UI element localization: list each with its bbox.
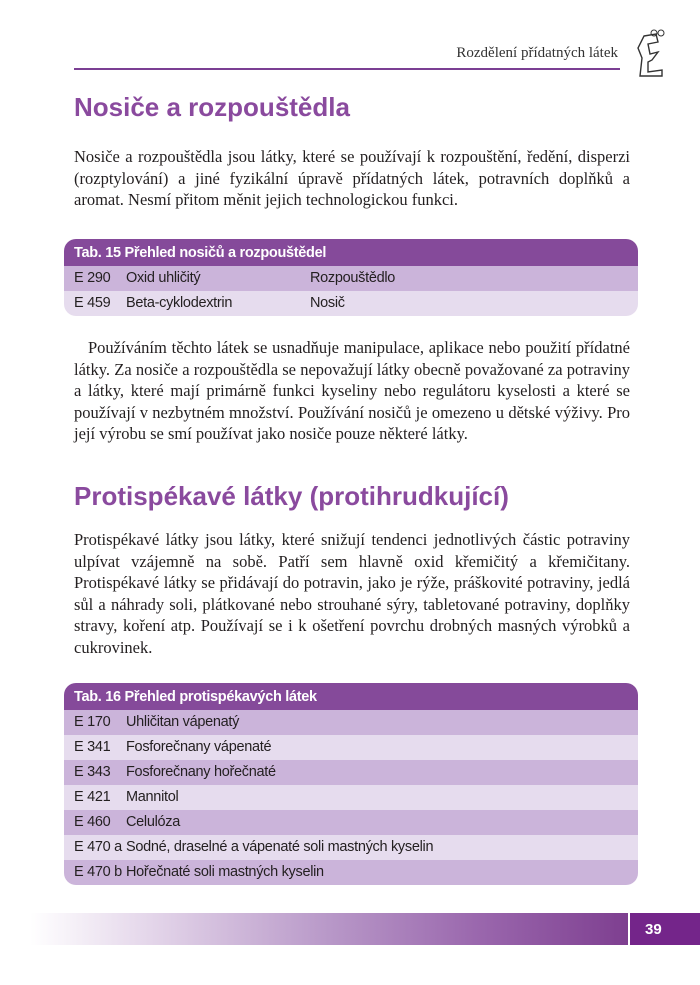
substance-name: Beta-cyklodextrin [126, 295, 233, 311]
e-code: E 460 [74, 814, 111, 830]
substance-name: Oxid uhličitý [126, 270, 201, 286]
table-carriers [64, 239, 638, 316]
table-row [64, 785, 638, 810]
table-row [64, 291, 638, 316]
substance-name: Mannitol [126, 789, 179, 805]
substance-name: Fosforečnany vápenaté [126, 739, 272, 755]
table-row [64, 860, 638, 885]
substance-function: Rozpouštědlo [310, 270, 396, 286]
e-code: E 470 b [74, 864, 122, 880]
e-code: E 421 [74, 789, 111, 805]
e-code: E 341 [74, 739, 111, 755]
substance-name: Celulóza [126, 814, 181, 830]
header-rule [74, 68, 620, 70]
footer-gradient-bar [30, 913, 628, 945]
paragraph: Používáním těchto látek se usnadňuje manipulace, aplikace nebo použití přídatné látky. Za nosiče a rozpouštědla se nepovažují látky obecně považované za potraviny a látky, které mají primárně funkci kyseliny nebo regulátoru kyselosti a které se používají v nezbytném množství. Používání nosičů je omezeno u dětské výživy. Pro její výrobu se smí používat jako nosiče pouze některé látky. [74, 338, 630, 444]
paragraph: Nosiče a rozpouštědla jsou látky, které se používají k rozpouštění, ředění, disperzi (rozptylování) a jiné fyzikální úpravě přídatných látek, potravních doplňků a aromat. Nesmí přitom měnit jejich technologickou funkci. [74, 147, 630, 210]
section-heading-anticaking: Protispékavé látky (protihrudkující) [74, 481, 509, 511]
table-anticaking [64, 683, 638, 885]
substance-name: Uhličitan vápenatý [126, 714, 240, 730]
substance-function: Nosič [310, 295, 345, 311]
paragraph: Protispékavé látky jsou látky, které snižují tendenci jednotlivých částic potraviny ulpívat vzájemně na sobě. Patří sem hlavně oxid křemičitý a křemičitany. Protispékavé látky se přidávají do potravin, jako je rýže, práškovité potraviny, jedlá sůl a náhrady soli, plátkované nebo strouhané sýry, tabletované potraviny, doplňky stravy, koření atp. Používají se i k ošetření povrchu drobných masných výrobků a cukrovinek. [74, 530, 630, 657]
table-row [64, 735, 638, 760]
table-row [64, 710, 638, 735]
table-row [64, 760, 638, 785]
e-code: E 170 [74, 714, 111, 730]
e-code: E 343 [74, 764, 111, 780]
table-row [64, 266, 638, 291]
substance-name: Hořečnaté soli mastných kyselin [126, 864, 324, 880]
table-row [64, 835, 638, 860]
section-heading-carriers: Nosiče a rozpouštědla [74, 92, 350, 122]
e-code: E 290 [74, 270, 111, 286]
substance-name: Sodné, draselné a vápenaté soli mastných kyselin [126, 839, 434, 855]
e-code: E 470 a [74, 839, 122, 855]
running-header: Rozdělení přídatných látek [456, 45, 618, 61]
mascot-e-icon [634, 28, 668, 78]
page-number: 39 [630, 913, 700, 945]
e-code: E 459 [74, 295, 111, 311]
substance-name: Fosforečnany hořečnaté [126, 764, 276, 780]
table-title: Tab. 15 Přehled nosičů a rozpouštědel [64, 239, 638, 266]
table-title: Tab. 16 Přehled protispékavých látek [64, 683, 638, 710]
table-row [64, 810, 638, 835]
